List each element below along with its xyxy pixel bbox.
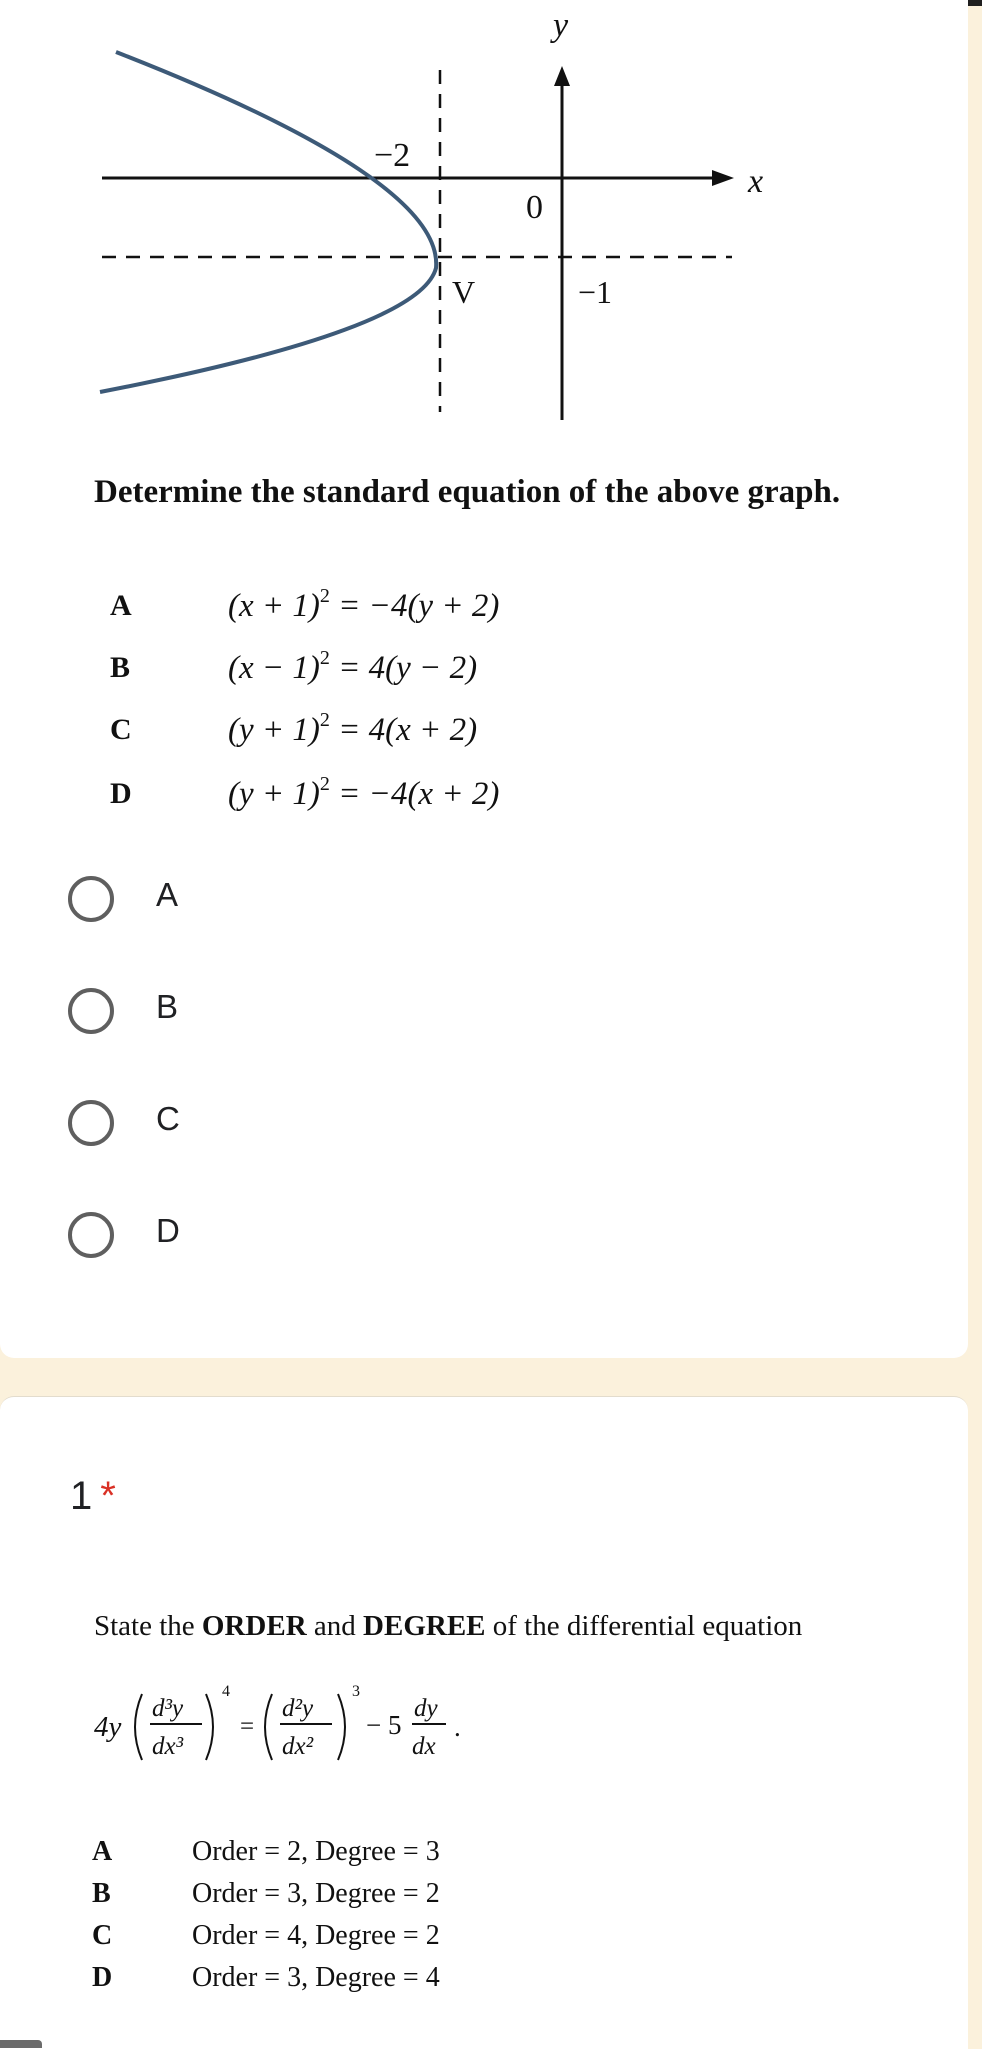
order-degree-option-c: C Order = 4, Degree = 2 — [92, 1920, 440, 1951]
svg-text:dx³: dx³ — [152, 1733, 184, 1760]
required-mark: * — [100, 1474, 116, 1518]
radio-choice-d[interactable] — [68, 1212, 120, 1264]
equation-option-c: C $(y + 1)^2 = 4(x + 2)$ — [110, 708, 478, 748]
equation-option-a: A $(x + 1)^2 = -4(y + 2)$ — [110, 584, 500, 624]
radio-choice-a[interactable] — [68, 876, 120, 928]
svg-text:4: 4 — [222, 1683, 230, 1700]
radio-circle-icon[interactable] — [68, 1100, 114, 1146]
order-degree-option-b: B Order = 3, Degree = 2 — [92, 1878, 440, 1909]
svg-text:d³y: d³y — [152, 1695, 184, 1722]
radio-circle-icon[interactable] — [68, 1212, 114, 1258]
differential-equation — [92, 1670, 492, 1780]
equation-option-b: B $(x - 1)^2 = 4(y - 2)$ — [110, 646, 478, 686]
svg-text:dx: dx — [412, 1733, 436, 1760]
equation-option-letter: A — [110, 589, 132, 622]
parabola-curve — [100, 52, 436, 392]
y-axis-label: y — [553, 7, 569, 44]
question-1-text: Determine the standard equation of the above graph. — [94, 474, 841, 510]
x-axis-label: x — [748, 163, 764, 200]
svg-text:dx²: dx² — [282, 1733, 314, 1760]
x-axis-arrow-icon — [712, 170, 734, 186]
svg-text:− 5: − 5 — [366, 1710, 402, 1740]
svg-text:d²y: d²y — [282, 1695, 314, 1722]
svg-text:3: 3 — [352, 1683, 360, 1700]
y-axis-arrow-icon — [554, 66, 570, 86]
svg-text:=: = — [240, 1713, 255, 1740]
svg-text:dy: dy — [414, 1695, 438, 1722]
question-2-text: State the ORDER and DEGREE of the differential equation — [94, 1610, 803, 1642]
neg-two-label: −2 — [374, 137, 411, 174]
svg-text:4y: 4y — [94, 1711, 122, 1743]
radio-label-b[interactable]: B — [156, 988, 179, 1025]
origin-label: 0 — [526, 189, 543, 226]
question-number: 1 * — [70, 1474, 116, 1518]
equation-option-d: D $(y + 1)^2 = -4(x + 2)$ — [110, 772, 500, 812]
radio-label-a[interactable]: A — [156, 876, 179, 913]
equation-option-letter: B — [110, 651, 131, 684]
svg-text:.: . — [454, 1712, 461, 1742]
equation-option-letter: C — [110, 713, 132, 746]
scrollbar-indicator[interactable] — [0, 2040, 42, 2048]
vertex-label: V — [452, 274, 476, 310]
radio-circle-icon[interactable] — [68, 876, 114, 922]
order-degree-option-d: D Order = 3, Degree = 4 — [92, 1962, 440, 1993]
order-degree-option-a: A Order = 2, Degree = 3 — [92, 1836, 440, 1867]
equation-option-letter: D — [110, 777, 132, 810]
parabola-graph — [0, 0, 968, 440]
neg-one-label: −1 — [578, 274, 613, 310]
radio-choice-b[interactable] — [68, 988, 120, 1040]
radio-choice-c[interactable] — [68, 1100, 120, 1152]
radio-label-c[interactable]: C — [156, 1100, 180, 1137]
radio-circle-icon[interactable] — [68, 988, 114, 1034]
radio-label-d[interactable]: D — [156, 1212, 180, 1249]
